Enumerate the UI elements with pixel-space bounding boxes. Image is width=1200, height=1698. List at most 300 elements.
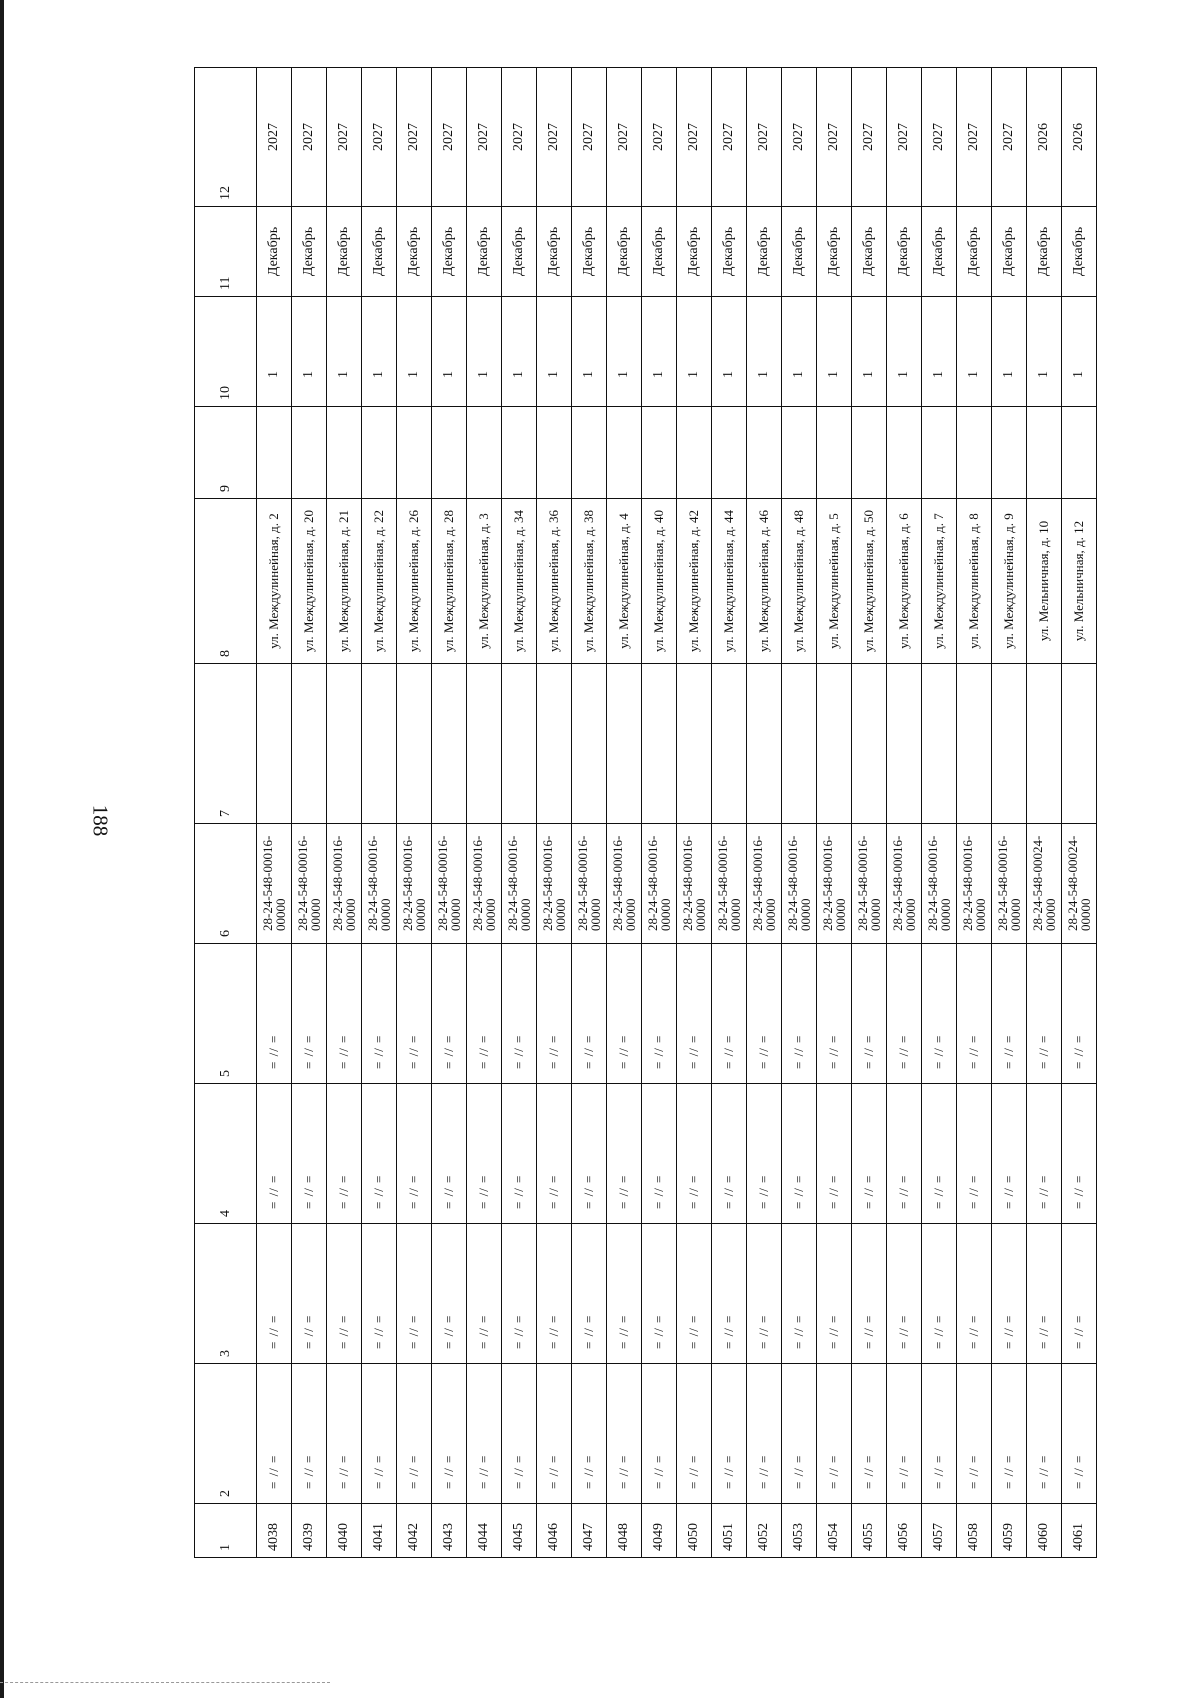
row-number-cell: 4058: [957, 1504, 992, 1558]
cadastral-code-cell: 28-24-548-00024-00000: [1027, 824, 1062, 944]
empty-cell: [992, 407, 1027, 499]
table-row: [467, 68, 502, 1558]
table-row: [257, 68, 292, 1558]
ditto-cell: = // =: [397, 1224, 432, 1364]
row-number-cell: 4048: [607, 1504, 642, 1558]
table-row: [292, 68, 327, 1558]
row-number-cell: 4042: [397, 1504, 432, 1558]
row-number-cell: 4052: [747, 1504, 782, 1558]
ditto-cell: = // =: [1027, 1224, 1062, 1364]
address-cell: ул. Междулинейная, д. 28: [432, 499, 467, 664]
ditto-cell: = // =: [607, 944, 642, 1084]
month-cell: Декабрь: [502, 207, 537, 297]
row-number-cell: 4059: [992, 1504, 1027, 1558]
table-row: [677, 68, 712, 1558]
cadastral-code-cell: 28-24-548-00016-00000: [257, 824, 292, 944]
quantity-cell: 1: [467, 297, 502, 407]
column-header: 10: [195, 297, 257, 407]
address-cell: ул. Междулинейная, д. 9: [992, 499, 1027, 664]
table-row: [607, 68, 642, 1558]
ditto-cell: = // =: [887, 1084, 922, 1224]
ditto-cell: = // =: [572, 1224, 607, 1364]
cadastral-code-cell: 28-24-548-00016-00000: [292, 824, 327, 944]
empty-cell: [1027, 407, 1062, 499]
ditto-cell: = // =: [852, 1084, 887, 1224]
row-number-cell: 4061: [1062, 1504, 1097, 1558]
month-cell: Декабрь: [432, 207, 467, 297]
ditto-cell: = // =: [327, 944, 362, 1084]
year-cell: 2027: [572, 68, 607, 207]
empty-cell: [327, 664, 362, 824]
table-row: [712, 68, 747, 1558]
ditto-cell: = // =: [572, 1364, 607, 1504]
cadastral-code-cell: 28-24-548-00016-00000: [537, 824, 572, 944]
empty-cell: [747, 407, 782, 499]
ditto-cell: = // =: [782, 1224, 817, 1364]
year-cell: 2027: [957, 68, 992, 207]
column-header: 11: [195, 207, 257, 297]
table-row: [327, 68, 362, 1558]
empty-cell: [362, 407, 397, 499]
ditto-cell: = // =: [292, 944, 327, 1084]
empty-cell: [922, 664, 957, 824]
ditto-cell: = // =: [817, 1224, 852, 1364]
year-cell: 2027: [642, 68, 677, 207]
table-row: [537, 68, 572, 1558]
month-cell: Декабрь: [1027, 207, 1062, 297]
ditto-cell: = // =: [642, 944, 677, 1084]
address-cell: ул. Междулинейная, д. 4: [607, 499, 642, 664]
document-sheet: [194, 68, 1094, 1558]
month-cell: Декабрь: [607, 207, 642, 297]
cadastral-code-cell: 28-24-548-00016-00000: [992, 824, 1027, 944]
quantity-cell: 1: [607, 297, 642, 407]
year-cell: 2026: [1027, 68, 1062, 207]
row-number-cell: 4057: [922, 1504, 957, 1558]
ditto-cell: = // =: [1062, 944, 1097, 1084]
row-number-cell: 4040: [327, 1504, 362, 1558]
ditto-cell: = // =: [397, 944, 432, 1084]
cadastral-code-cell: 28-24-548-00016-00000: [572, 824, 607, 944]
ditto-cell: = // =: [957, 944, 992, 1084]
ditto-cell: = // =: [887, 944, 922, 1084]
table-row: [432, 68, 467, 1558]
month-cell: Декабрь: [747, 207, 782, 297]
cadastral-code-cell: 28-24-548-00016-00000: [642, 824, 677, 944]
year-cell: 2027: [747, 68, 782, 207]
row-number-cell: 4054: [817, 1504, 852, 1558]
empty-cell: [712, 407, 747, 499]
ditto-cell: = // =: [1027, 1084, 1062, 1224]
month-cell: Декабрь: [712, 207, 747, 297]
ditto-cell: = // =: [432, 944, 467, 1084]
ditto-cell: = // =: [852, 1364, 887, 1504]
cadastral-code-cell: 28-24-548-00024-00000: [1062, 824, 1097, 944]
ditto-cell: = // =: [712, 944, 747, 1084]
ditto-cell: = // =: [432, 1084, 467, 1224]
address-cell: ул. Междулинейная, д. 2: [257, 499, 292, 664]
cadastral-code-cell: 28-24-548-00016-00000: [712, 824, 747, 944]
year-cell: 2027: [362, 68, 397, 207]
month-cell: Декабрь: [852, 207, 887, 297]
register-table: [194, 67, 1097, 1558]
ditto-cell: = // =: [362, 944, 397, 1084]
year-cell: 2027: [852, 68, 887, 207]
row-number-cell: 4051: [712, 1504, 747, 1558]
ditto-cell: = // =: [327, 1224, 362, 1364]
empty-cell: [992, 664, 1027, 824]
quantity-cell: 1: [922, 297, 957, 407]
empty-cell: [642, 407, 677, 499]
empty-cell: [292, 664, 327, 824]
ditto-cell: = // =: [537, 1084, 572, 1224]
empty-cell: [677, 407, 712, 499]
row-number-cell: 4039: [292, 1504, 327, 1558]
address-cell: ул. Междулинейная, д. 46: [747, 499, 782, 664]
empty-cell: [257, 664, 292, 824]
quantity-cell: 1: [992, 297, 1027, 407]
empty-cell: [852, 407, 887, 499]
empty-cell: [957, 664, 992, 824]
table-row: [502, 68, 537, 1558]
quantity-cell: 1: [782, 297, 817, 407]
address-cell: ул. Междулинейная, д. 36: [537, 499, 572, 664]
ditto-cell: = // =: [362, 1224, 397, 1364]
address-cell: ул. Междулинейная, д. 21: [327, 499, 362, 664]
empty-cell: [327, 407, 362, 499]
year-cell: 2027: [817, 68, 852, 207]
ditto-cell: = // =: [887, 1364, 922, 1504]
ditto-cell: = // =: [1027, 1364, 1062, 1504]
cadastral-code-cell: 28-24-548-00016-00000: [397, 824, 432, 944]
year-cell: 2027: [467, 68, 502, 207]
empty-cell: [642, 664, 677, 824]
quantity-cell: 1: [957, 297, 992, 407]
address-cell: ул. Мельничная, д. 12: [1062, 499, 1097, 664]
address-cell: ул. Междулинейная, д. 40: [642, 499, 677, 664]
month-cell: Декабрь: [1062, 207, 1097, 297]
quantity-cell: 1: [1027, 297, 1062, 407]
month-cell: Декабрь: [537, 207, 572, 297]
month-cell: Декабрь: [642, 207, 677, 297]
ditto-cell: = // =: [467, 1364, 502, 1504]
empty-cell: [502, 664, 537, 824]
ditto-cell: = // =: [712, 1084, 747, 1224]
quantity-cell: 1: [747, 297, 782, 407]
ditto-cell: = // =: [887, 1224, 922, 1364]
ditto-cell: = // =: [607, 1084, 642, 1224]
ditto-cell: = // =: [292, 1224, 327, 1364]
scan-bottom-mark: [0, 1682, 330, 1683]
empty-cell: [887, 407, 922, 499]
empty-cell: [817, 407, 852, 499]
month-cell: Декабрь: [677, 207, 712, 297]
column-header: 4: [195, 1084, 257, 1224]
quantity-cell: 1: [292, 297, 327, 407]
quantity-cell: 1: [327, 297, 362, 407]
ditto-cell: = // =: [957, 1224, 992, 1364]
year-cell: 2027: [292, 68, 327, 207]
ditto-cell: = // =: [397, 1084, 432, 1224]
year-cell: 2027: [782, 68, 817, 207]
row-number-cell: 4056: [887, 1504, 922, 1558]
ditto-cell: = // =: [992, 944, 1027, 1084]
table-row: [887, 68, 922, 1558]
ditto-cell: = // =: [992, 1084, 1027, 1224]
empty-cell: [397, 407, 432, 499]
month-cell: Декабрь: [992, 207, 1027, 297]
empty-cell: [537, 407, 572, 499]
empty-cell: [782, 407, 817, 499]
cadastral-code-cell: 28-24-548-00016-00000: [607, 824, 642, 944]
year-cell: 2027: [992, 68, 1027, 207]
column-header: 5: [195, 944, 257, 1084]
empty-cell: [432, 407, 467, 499]
ditto-cell: = // =: [992, 1224, 1027, 1364]
ditto-cell: = // =: [537, 944, 572, 1084]
empty-cell: [1062, 664, 1097, 824]
column-header: 3: [195, 1224, 257, 1364]
column-number-row: [195, 68, 257, 1558]
ditto-cell: = // =: [992, 1364, 1027, 1504]
empty-cell: [712, 664, 747, 824]
table-row: [572, 68, 607, 1558]
ditto-cell: = // =: [1062, 1084, 1097, 1224]
year-cell: 2026: [1062, 68, 1097, 207]
table-row: [782, 68, 817, 1558]
ditto-cell: = // =: [782, 1084, 817, 1224]
ditto-cell: = // =: [257, 1224, 292, 1364]
row-number-cell: 4055: [852, 1504, 887, 1558]
row-number-cell: 4043: [432, 1504, 467, 1558]
table-row: [362, 68, 397, 1558]
ditto-cell: = // =: [537, 1224, 572, 1364]
cadastral-code-cell: 28-24-548-00016-00000: [957, 824, 992, 944]
ditto-cell: = // =: [747, 944, 782, 1084]
empty-cell: [502, 407, 537, 499]
ditto-cell: = // =: [922, 944, 957, 1084]
year-cell: 2027: [887, 68, 922, 207]
rotated-table-frame: [194, 68, 1094, 1558]
ditto-cell: = // =: [712, 1224, 747, 1364]
empty-cell: [852, 664, 887, 824]
ditto-cell: = // =: [922, 1224, 957, 1364]
month-cell: Декабрь: [397, 207, 432, 297]
year-cell: 2027: [537, 68, 572, 207]
empty-cell: [607, 664, 642, 824]
ditto-cell: = // =: [957, 1084, 992, 1224]
month-cell: Декабрь: [782, 207, 817, 297]
empty-cell: [467, 407, 502, 499]
ditto-cell: = // =: [782, 944, 817, 1084]
empty-cell: [432, 664, 467, 824]
ditto-cell: = // =: [677, 1084, 712, 1224]
column-header: 2: [195, 1364, 257, 1504]
row-number-cell: 4060: [1027, 1504, 1062, 1558]
ditto-cell: = // =: [1062, 1224, 1097, 1364]
table-row: [992, 68, 1027, 1558]
empty-cell: [677, 664, 712, 824]
ditto-cell: = // =: [397, 1364, 432, 1504]
ditto-cell: = // =: [817, 1364, 852, 1504]
empty-cell: [257, 407, 292, 499]
ditto-cell: = // =: [747, 1084, 782, 1224]
address-cell: ул. Междулинейная, д. 42: [677, 499, 712, 664]
empty-cell: [292, 407, 327, 499]
ditto-cell: = // =: [747, 1364, 782, 1504]
cadastral-code-cell: 28-24-548-00016-00000: [782, 824, 817, 944]
row-number-cell: 4047: [572, 1504, 607, 1558]
month-cell: Декабрь: [327, 207, 362, 297]
month-cell: Декабрь: [957, 207, 992, 297]
table-row: [747, 68, 782, 1558]
quantity-cell: 1: [502, 297, 537, 407]
empty-cell: [397, 664, 432, 824]
cadastral-code-cell: 28-24-548-00016-00000: [677, 824, 712, 944]
ditto-cell: = // =: [782, 1364, 817, 1504]
ditto-cell: = // =: [1027, 944, 1062, 1084]
column-header: 6: [195, 824, 257, 944]
table-body: [257, 68, 1097, 1558]
quantity-cell: 1: [572, 297, 607, 407]
year-cell: 2027: [257, 68, 292, 207]
month-cell: Декабрь: [887, 207, 922, 297]
table-row: [817, 68, 852, 1558]
ditto-cell: = // =: [537, 1364, 572, 1504]
ditto-cell: = // =: [432, 1364, 467, 1504]
quantity-cell: 1: [852, 297, 887, 407]
ditto-cell: = // =: [677, 1224, 712, 1364]
empty-cell: [572, 664, 607, 824]
ditto-cell: = // =: [712, 1364, 747, 1504]
ditto-cell: = // =: [747, 1224, 782, 1364]
year-cell: 2027: [502, 68, 537, 207]
ditto-cell: = // =: [677, 1364, 712, 1504]
ditto-cell: = // =: [922, 1364, 957, 1504]
empty-cell: [887, 664, 922, 824]
ditto-cell: = // =: [852, 1224, 887, 1364]
ditto-cell: = // =: [502, 1224, 537, 1364]
empty-cell: [782, 664, 817, 824]
column-header: 7: [195, 664, 257, 824]
table-row: [852, 68, 887, 1558]
row-number-cell: 4046: [537, 1504, 572, 1558]
cadastral-code-cell: 28-24-548-00016-00000: [502, 824, 537, 944]
month-cell: Декабрь: [362, 207, 397, 297]
row-number-cell: 4045: [502, 1504, 537, 1558]
ditto-cell: = // =: [467, 1224, 502, 1364]
ditto-cell: = // =: [292, 1084, 327, 1224]
address-cell: ул. Междулинейная, д. 38: [572, 499, 607, 664]
ditto-cell: = // =: [327, 1084, 362, 1224]
month-cell: Декабрь: [257, 207, 292, 297]
ditto-cell: = // =: [817, 944, 852, 1084]
quantity-cell: 1: [712, 297, 747, 407]
year-cell: 2027: [327, 68, 362, 207]
row-number-cell: 4053: [782, 1504, 817, 1558]
column-header: 1: [195, 1504, 257, 1558]
quantity-cell: 1: [887, 297, 922, 407]
cadastral-code-cell: 28-24-548-00016-00000: [922, 824, 957, 944]
address-cell: ул. Междулинейная, д. 8: [957, 499, 992, 664]
address-cell: ул. Междулинейная, д. 7: [922, 499, 957, 664]
table-row: [922, 68, 957, 1558]
ditto-cell: = // =: [1062, 1364, 1097, 1504]
year-cell: 2027: [677, 68, 712, 207]
quantity-cell: 1: [677, 297, 712, 407]
cadastral-code-cell: 28-24-548-00016-00000: [327, 824, 362, 944]
ditto-cell: = // =: [467, 1084, 502, 1224]
month-cell: Декабрь: [922, 207, 957, 297]
table-row: [397, 68, 432, 1558]
ditto-cell: = // =: [432, 1224, 467, 1364]
ditto-cell: = // =: [642, 1224, 677, 1364]
ditto-cell: = // =: [362, 1084, 397, 1224]
ditto-cell: = // =: [607, 1364, 642, 1504]
quantity-cell: 1: [397, 297, 432, 407]
table-row: [1062, 68, 1097, 1558]
row-number-cell: 4044: [467, 1504, 502, 1558]
row-number-cell: 4038: [257, 1504, 292, 1558]
empty-cell: [467, 664, 502, 824]
year-cell: 2027: [432, 68, 467, 207]
ditto-cell: = // =: [292, 1364, 327, 1504]
empty-cell: [747, 664, 782, 824]
quantity-cell: 1: [537, 297, 572, 407]
empty-cell: [362, 664, 397, 824]
ditto-cell: = // =: [607, 1224, 642, 1364]
address-cell: ул. Междулинейная, д. 50: [852, 499, 887, 664]
cadastral-code-cell: 28-24-548-00016-00000: [362, 824, 397, 944]
column-header: 8: [195, 499, 257, 664]
column-header: 12: [195, 68, 257, 207]
address-cell: ул. Междулинейная, д. 5: [817, 499, 852, 664]
ditto-cell: = // =: [642, 1084, 677, 1224]
month-cell: Декабрь: [292, 207, 327, 297]
address-cell: ул. Междулинейная, д. 20: [292, 499, 327, 664]
quantity-cell: 1: [1062, 297, 1097, 407]
page-number: 188: [88, 804, 113, 837]
empty-cell: [1062, 407, 1097, 499]
year-cell: 2027: [607, 68, 642, 207]
empty-cell: [957, 407, 992, 499]
quantity-cell: 1: [642, 297, 677, 407]
ditto-cell: = // =: [362, 1364, 397, 1504]
scan-left-edge: [0, 0, 4, 1698]
ditto-cell: = // =: [257, 1084, 292, 1224]
quantity-cell: 1: [432, 297, 467, 407]
month-cell: Декабрь: [817, 207, 852, 297]
quantity-cell: 1: [817, 297, 852, 407]
column-header: 9: [195, 407, 257, 499]
ditto-cell: = // =: [677, 944, 712, 1084]
table-row: [642, 68, 677, 1558]
month-cell: Декабрь: [467, 207, 502, 297]
address-cell: ул. Междулинейная, д. 26: [397, 499, 432, 664]
address-cell: ул. Мельничная, д. 10: [1027, 499, 1062, 664]
empty-cell: [1027, 664, 1062, 824]
year-cell: 2027: [397, 68, 432, 207]
year-cell: 2027: [922, 68, 957, 207]
empty-cell: [817, 664, 852, 824]
ditto-cell: = // =: [572, 944, 607, 1084]
ditto-cell: = // =: [502, 944, 537, 1084]
table-row: [957, 68, 992, 1558]
ditto-cell: = // =: [257, 1364, 292, 1504]
ditto-cell: = // =: [957, 1364, 992, 1504]
address-cell: ул. Междулинейная, д. 3: [467, 499, 502, 664]
empty-cell: [537, 664, 572, 824]
